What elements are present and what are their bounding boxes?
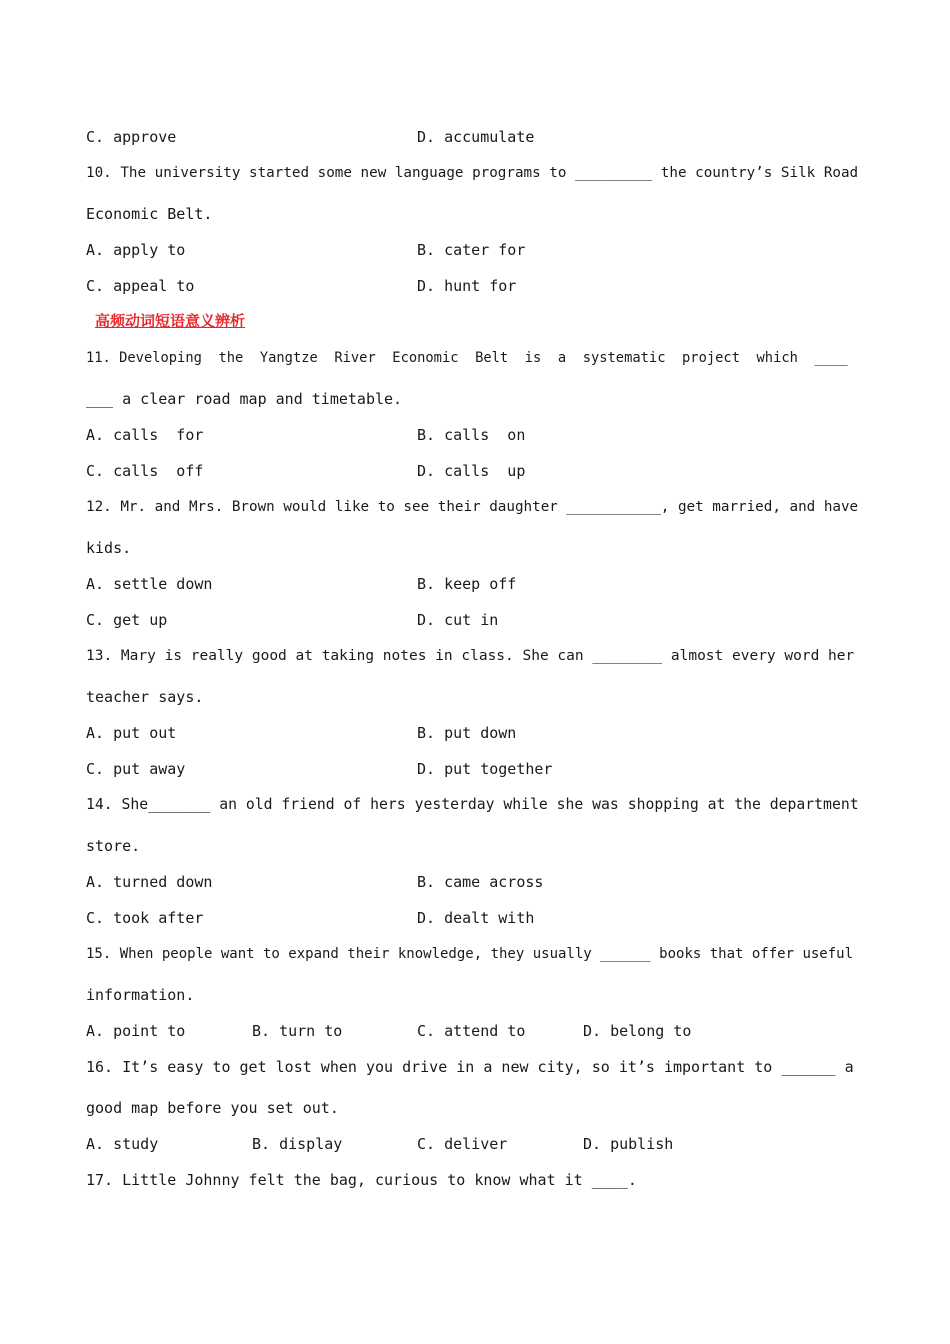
q9-option-d: D. accumulate (417, 128, 535, 146)
q17-stem-line1: 17. Little Johnny felt the bag, curious to know what it ____. (86, 1171, 637, 1189)
q14-option-b: B. came across (417, 873, 544, 891)
q9-option-c: C. approve (86, 128, 177, 146)
q10-option-b: B. cater for (417, 241, 526, 259)
q13-stem-line1: 13. Mary is really good at taking notes in class. She can ________ almost every word her (86, 648, 855, 664)
q12-option-d: D. cut in (417, 611, 499, 629)
q14-option-d: D. dealt with (417, 909, 535, 927)
q14-stem-line1: 14. She_______ an old friend of hers yesterday while she was shopping at the department (86, 796, 859, 813)
q15-option-a: A. point to (86, 1022, 186, 1040)
q13-stem-line2: teacher says. (86, 688, 204, 706)
q14-stem-line2: store. (86, 837, 141, 855)
q12-stem-line2: kids. (86, 539, 132, 557)
q16-stem-line2: good map before you set out. (86, 1099, 339, 1117)
section-heading: 高频动词短语意义辨析 (95, 312, 246, 330)
q10-option-d: D. hunt for (417, 277, 517, 295)
q13-option-b: B. put down (417, 724, 517, 742)
q15-stem-line2: information. (86, 986, 195, 1004)
q11-stem-line1: 11. Developing the Yangtze River Economic Belt is a systematic project which ____ (86, 350, 848, 366)
q16-option-a: A. study (86, 1135, 159, 1153)
q10-option-c: C. appeal to (86, 277, 195, 295)
q13-option-a: A. put out (86, 724, 177, 742)
q10-stem-line1: 10. The university started some new language programs to _________ the country’s Silk Road (86, 165, 859, 181)
q15-option-c: C. attend to (417, 1022, 526, 1040)
q10-option-a: A. apply to (86, 241, 186, 259)
q13-option-d: D. put together (417, 760, 553, 778)
q16-stem-line1: 16. It’s easy to get lost when you drive in a new city, so it’s important to ______ a (86, 1058, 854, 1076)
q10-stem-line2: Economic Belt. (86, 205, 213, 223)
q16-option-c: C. deliver (417, 1135, 508, 1153)
q12-option-a: A. settle down (86, 575, 213, 593)
q15-option-d: D. belong to (583, 1022, 692, 1040)
q11-option-a: A. calls for (86, 426, 204, 444)
q11-option-b: B. calls on (417, 426, 526, 444)
q11-option-c: C. calls off (86, 462, 204, 480)
q12-option-c: C. get up (86, 611, 168, 629)
q11-stem-line2: ___ a clear road map and timetable. (86, 390, 403, 408)
q16-option-d: D. publish (583, 1135, 674, 1153)
q14-option-c: C. took after (86, 909, 204, 927)
q16-option-b: B. display (252, 1135, 343, 1153)
q12-option-b: B. keep off (417, 575, 517, 593)
q11-option-d: D. calls up (417, 462, 526, 480)
q13-option-c: C. put away (86, 760, 186, 778)
q14-option-a: A. turned down (86, 873, 213, 891)
q15-option-b: B. turn to (252, 1022, 343, 1040)
q12-stem-line1: 12. Mr. and Mrs. Brown would like to see their daughter ___________, get married, and have (86, 499, 859, 515)
q15-stem-line1: 15. When people want to expand their knowledge, they usually ______ books that offer useful (86, 946, 854, 962)
